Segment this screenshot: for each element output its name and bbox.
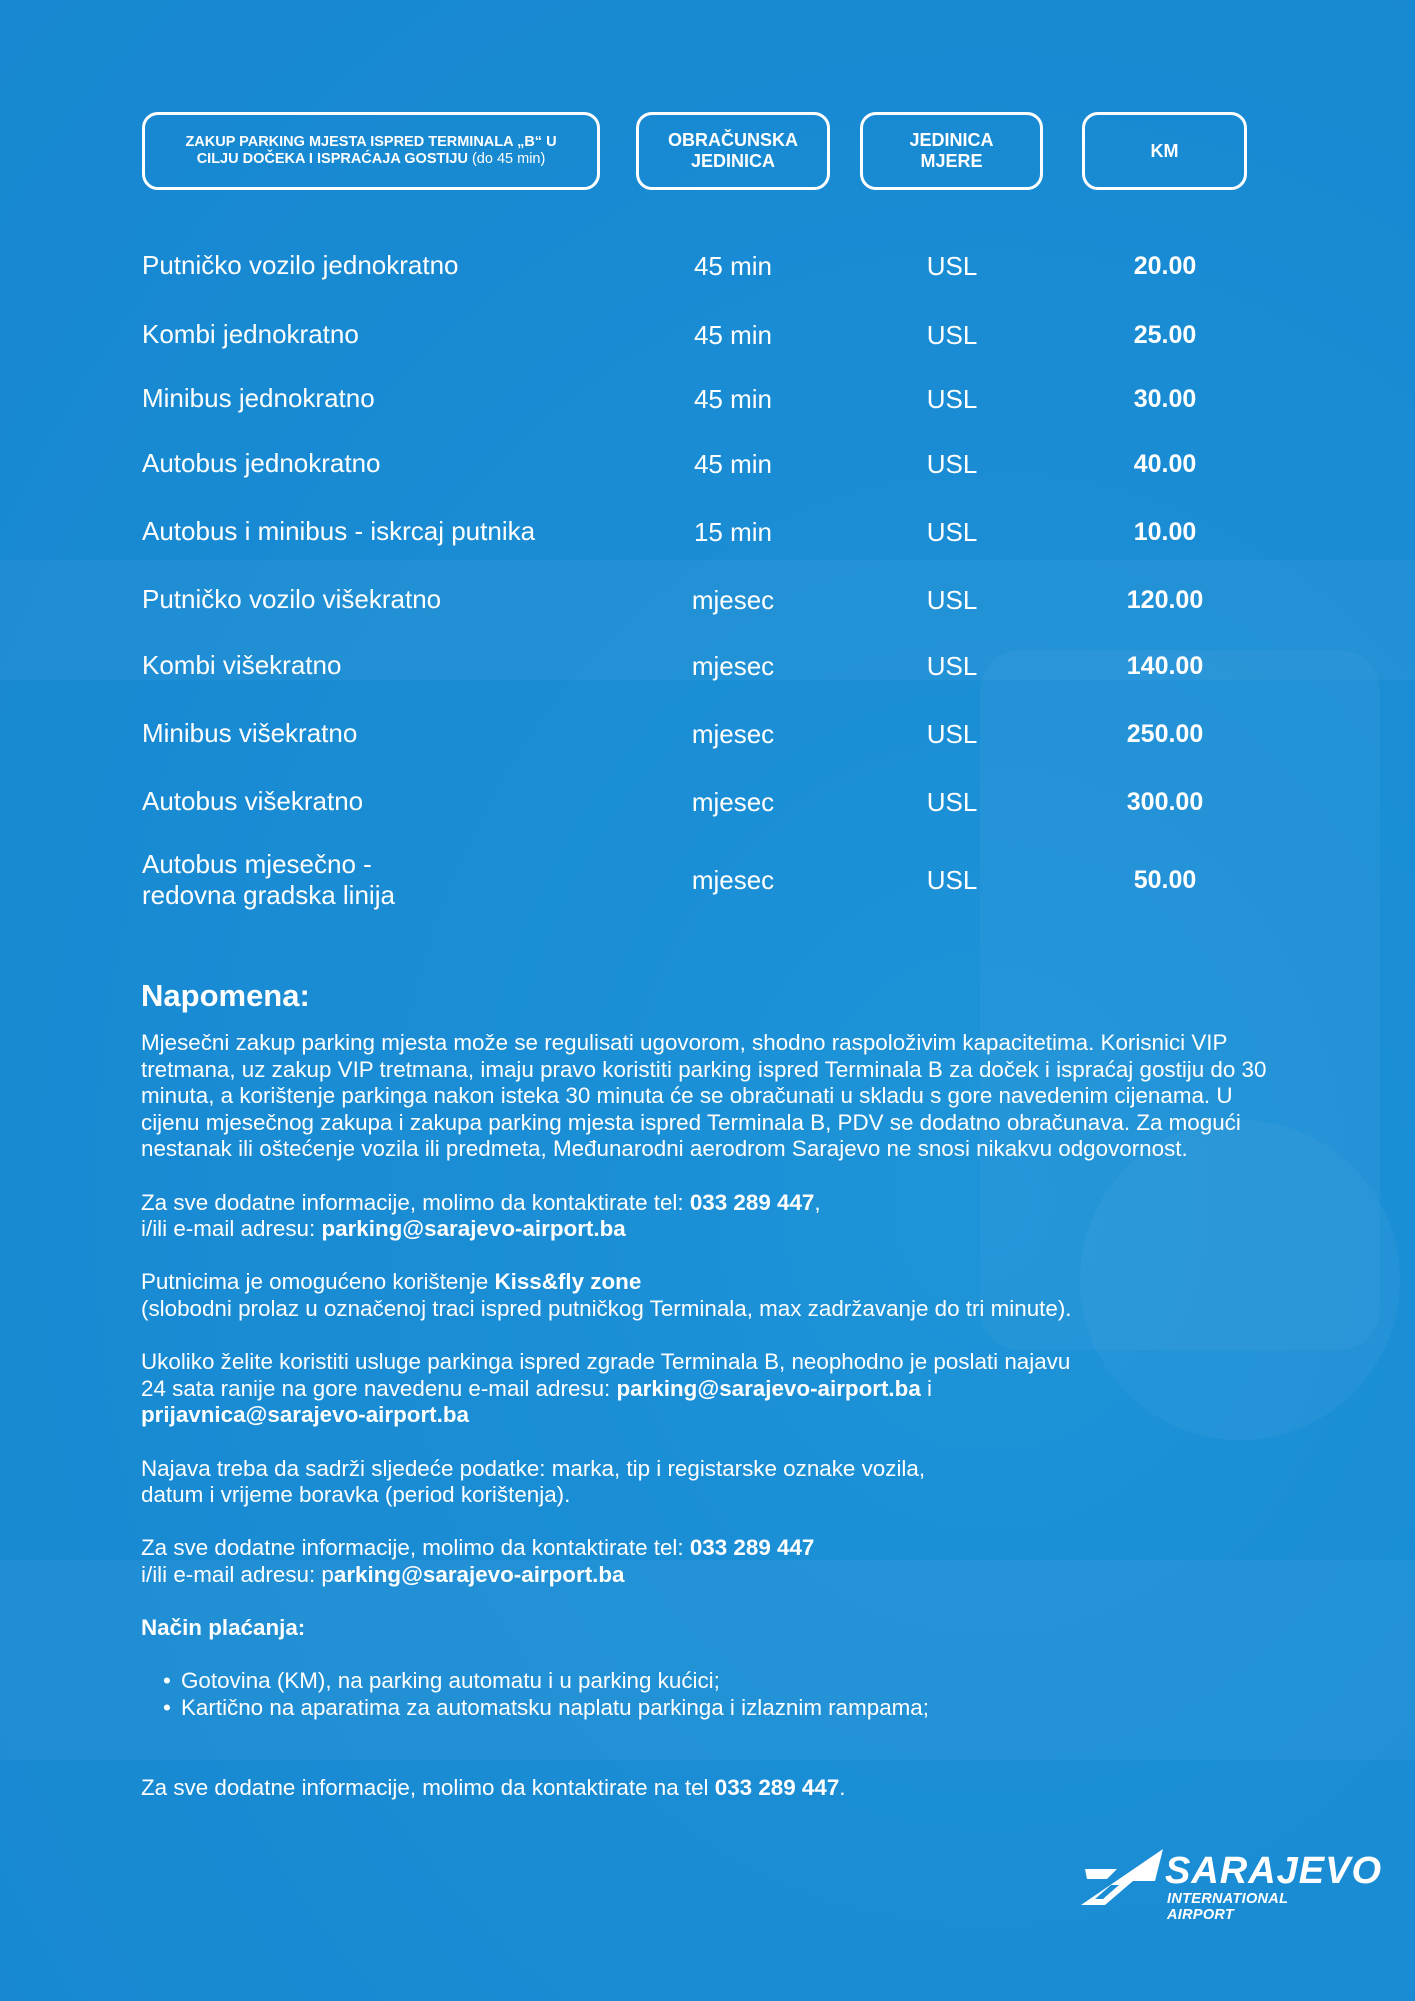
table-row [0,507,1415,557]
logo-subtitle: INTERNATIONAL AIRPORT [1167,1891,1288,1923]
notes-title: Napomena: [141,978,310,1013]
header-billing-unit-label: OBRAČUNSKA JEDINICA [668,130,798,171]
list-item: • Gotovina (KM), na parking automatu i u parking kućici; [181,1668,1281,1695]
billing-unit: mjesec [691,786,775,817]
billing-unit: mjesec [691,584,775,615]
unit-of-measure: USL [926,319,978,350]
phone-number: 033 289 447 [714,1774,840,1800]
notes-paragraph: Mjesečni zakup parking mjesta može se regulisati ugovorom, shodno raspoloživim kapacitetima. Korisnici VIP tretmana, uz zakup VIP tretmana, imaju pravo koristiti parking ispred Terminala B za doček i ispraćaj gostiju do 30 minuta, a korištenje parkinga nakon isteka 30 minuta će se obračunati u skladu s gore navedenim cijenama. U cijenu mjesečnog zakupa i zakupa parking mjesta ispred Terminala B, PDV se dodatno obračunava. Za mogući nestanak ili oštećenje vozila ili predmeta, Međunarodni aerodrom Sarajevo ne snosi nikakvu odgovornost. [141,1030,1267,1162]
table-row [0,439,1415,489]
service-name: Autobus višekratno [142,786,364,817]
header-service [142,112,600,190]
logo-name: SARAJEVO [1165,1850,1383,1892]
table-row [0,374,1415,424]
price: 25.00 [1133,320,1197,349]
billing-unit: mjesec [691,718,775,749]
header-billing-unit [636,112,830,190]
unit-of-measure: USL [926,516,978,547]
parking-notice [141,1349,1281,1429]
table-row [0,641,1415,691]
price: 40.00 [1133,449,1197,478]
contact-text: Za sve dodatne informacije, molimo da kontaktirate tel: [141,1535,690,1561]
payment-list [141,1668,1281,1721]
billing-unit: mjesec [691,864,775,895]
kiss-description: (slobodni prolaz u označenoj traci ispred putničkog Terminala, max zadržavanje do tri minute). [141,1295,1072,1321]
unit-of-measure: USL [926,786,978,817]
unit-of-measure: USL [926,448,978,479]
payment-title-text: Način plaćanja: [141,1615,306,1641]
price: 250.00 [1126,719,1204,748]
notes-section [141,976,1281,1801]
billing-unit: 45 min [693,448,773,479]
unit-of-measure: USL [926,383,978,414]
email-label: i/ili e-mail adresu: p [141,1561,334,1587]
contact-text: Za sve dodatne informacije, molimo da kontaktirate tel: [141,1189,690,1215]
contact-comma: , [814,1189,821,1215]
table-row [0,777,1415,827]
price: 30.00 [1133,384,1197,413]
list-item: • Kartično na aparatima za automatsku naplatu parkinga i izlaznim rampama; [181,1695,1281,1722]
contact-info [141,1535,1281,1588]
unit-of-measure: USL [926,650,978,681]
email-label: i/ili e-mail adresu: [141,1216,322,1242]
contact-text: Za sve dodatne informacije, molimo da kontaktirate na tel [141,1774,715,1800]
email-link[interactable]: parking@sarajevo-airport.ba [321,1216,626,1242]
plane-logo-icon [1075,1847,1167,1909]
service-name: Kombi višekratno [142,650,342,681]
email-link[interactable]: parking@sarajevo-airport.ba [616,1375,921,1401]
phone-number: 033 289 447 [689,1189,815,1215]
header-unit-of-measure [860,112,1043,190]
header-price-km [1082,112,1247,190]
final-contact [141,1775,1281,1802]
billing-unit: 45 min [693,383,773,414]
billing-unit: 45 min [693,250,773,281]
header-price-km-label: KM [1150,140,1179,161]
table-row [0,310,1415,360]
billing-unit: 45 min [693,319,773,350]
header-unit-of-measure-label: JEDINICA MJERE [909,130,994,171]
service-name: Kombi jednokratno [142,319,359,350]
period: . [839,1774,846,1800]
service-name-line1: Autobus mjesečno - [142,848,372,879]
service-name-line2: redovna gradska linija [142,880,395,910]
table-row [0,709,1415,759]
kiss-fly-zone: Kiss&fly zone [494,1269,642,1295]
header-service-label: ZAKUP PARKING MJESTA ISPRED TERMINALA „B“ U CILJU DOČEKA I ISPRAĆAJA GOSTIJU [185,134,557,167]
najava-line: datum i vrijeme boravka (period korištenja). [141,1482,571,1508]
unit-of-measure: USL [926,718,978,749]
parking-notice-line: 24 sata ranije na gore navedenu e-mail adresu: [141,1375,617,1401]
najava-requirements [141,1456,1281,1509]
email-link[interactable]: arking@sarajevo-airport.ba [333,1561,625,1587]
airport-logo [1075,1845,1383,1923]
price: 20.00 [1133,251,1197,280]
contact-info [141,1190,1281,1243]
billing-unit: mjesec [691,650,775,681]
conjunction: i [920,1375,932,1401]
najava-line: Najava treba da sadrži sljedeće podatke: marka, tip i registarske oznake vozila, [141,1455,926,1481]
table-row [0,575,1415,625]
header-service-note: (do 45 min) [471,151,546,167]
kiss-fly-info [141,1269,1281,1322]
email-link[interactable]: prijavnica@sarajevo-airport.ba [141,1402,469,1428]
parking-notice-line: Ukoliko želite koristiti usluge parkinga ispred zgrade Terminala B, neophodno je poslati najavu [141,1349,1071,1375]
service-name: Minibus višekratno [142,718,358,749]
kiss-text: Putnicima je omogućeno korištenje [141,1269,495,1295]
service-name: Autobus jednokratno [142,448,381,479]
table-row [0,241,1415,291]
price: 140.00 [1126,651,1204,680]
billing-unit: 15 min [693,516,773,547]
price: 50.00 [1133,865,1197,894]
service-name: Autobus i minibus - iskrcaj putnika [142,516,536,547]
service-name [142,845,612,915]
unit-of-measure: USL [926,584,978,615]
service-name: Minibus jednokratno [142,383,375,414]
price: 10.00 [1133,517,1197,546]
service-name: Putničko vozilo višekratno [142,584,442,615]
price: 300.00 [1126,787,1204,816]
payment-title [141,1615,1281,1642]
phone-number: 033 289 447 [689,1535,815,1561]
unit-of-measure: USL [926,250,978,281]
table-row [0,845,1415,915]
price: 120.00 [1126,585,1204,614]
table-header [0,112,1415,194]
unit-of-measure: USL [926,864,978,895]
service-name: Putničko vozilo jednokratno [142,250,459,281]
